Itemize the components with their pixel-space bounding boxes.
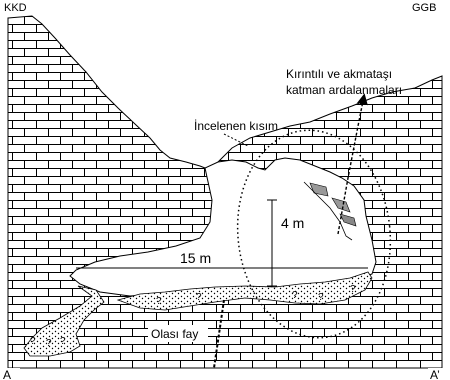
unknown-mark: ? (30, 336, 36, 347)
studied-part-label: İncelenen kısım (194, 119, 279, 133)
unknown-mark: ? (318, 292, 324, 303)
section-end-a-prime: A’ (430, 368, 440, 380)
layers-note: Kırıntılı ve akmataşı (286, 67, 393, 81)
section-end-a: A (3, 368, 12, 380)
height-label: 4 m (281, 215, 305, 231)
direction-label-kkd: KKD (4, 2, 27, 14)
direction-label-ggb: GGB (412, 2, 437, 14)
unknown-mark: ? (292, 290, 298, 301)
width-label: 15 m (180, 250, 212, 266)
unknown-mark: ? (60, 336, 66, 347)
unknown-mark: ? (46, 338, 52, 349)
fault-label: Olası fay (151, 327, 199, 341)
unknown-mark: ? (350, 284, 356, 295)
layers-note: katman ardalanmaları (286, 83, 403, 97)
unknown-mark: ? (196, 292, 202, 303)
unknown-mark: ? (156, 296, 162, 307)
